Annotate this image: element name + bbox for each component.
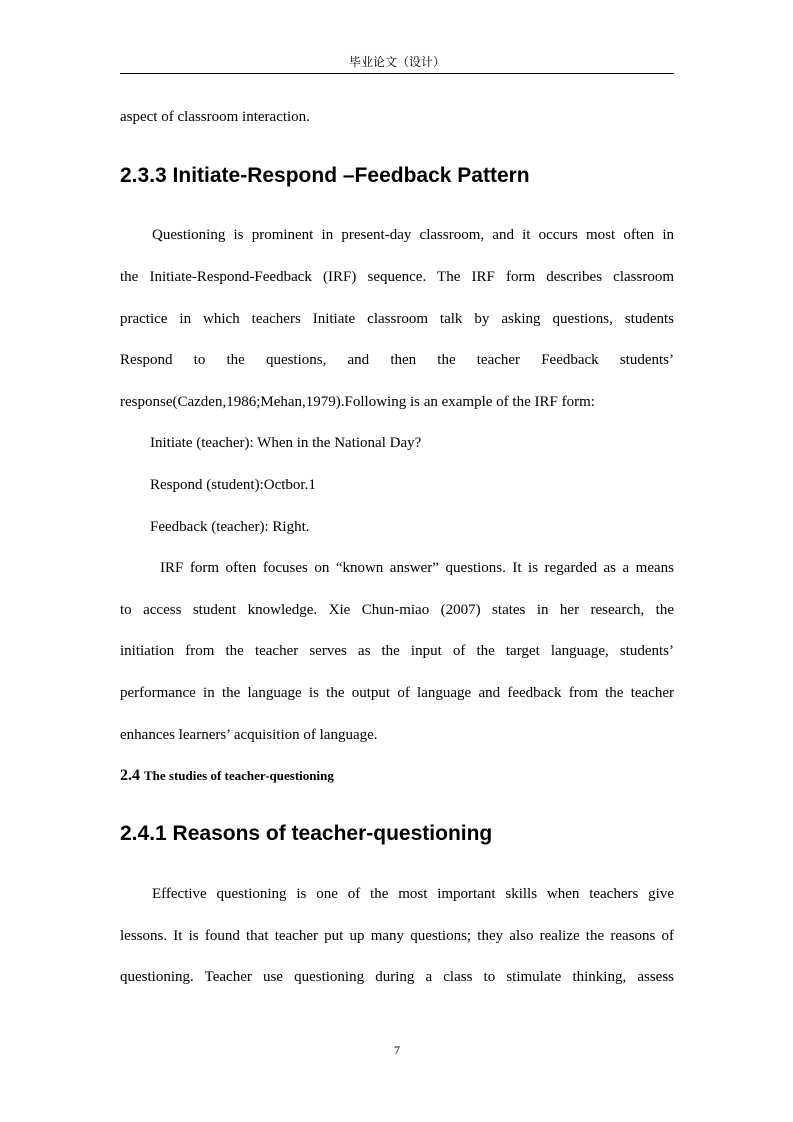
example-line-respond: Respond (student):Octbor.1 <box>150 477 316 493</box>
paragraph-line: IRF form often focuses on “known answer” questions. It is regarded as a means <box>160 560 674 576</box>
paragraph-line: performance in the language is the output of language and feedback from the teacher <box>120 685 674 701</box>
paragraph-line: Effective questioning is one of the most important skills when teachers give <box>152 886 674 902</box>
paragraph-line: Respond to the questions, and then the teacher Feedback students’ <box>120 352 674 368</box>
running-header: 毕业论文（设计） <box>348 55 445 69</box>
section-heading-2-3-3: 2.3.3 Initiate-Respond –Feedback Pattern <box>120 164 530 187</box>
paragraph-line: practice in which teachers Initiate classroom talk by asking questions, students <box>120 311 674 327</box>
section-heading-2-4-1: 2.4.1 Reasons of teacher-questioning <box>120 822 493 845</box>
paragraph-line: lessons. It is found that teacher put up many questions; they also realize the reasons of <box>120 928 674 944</box>
paragraph-line: questioning. Teacher use questioning during a class to stimulate thinking, assess <box>120 969 674 985</box>
paragraph-line: initiation from the teacher serves as the input of the target language, students’ <box>120 643 674 659</box>
example-line-feedback: Feedback (teacher): Right. <box>150 519 310 535</box>
paragraph-line: the Initiate-Respond-Feedback (IRF) sequence. The IRF form describes classroom <box>120 269 674 285</box>
page-number: 7 <box>394 1043 400 1057</box>
section-heading-2-4 <box>120 766 334 786</box>
header-rule <box>120 73 674 74</box>
section-title: The studies of teacher-questioning <box>144 768 334 783</box>
paragraph-line: response(Cazden,1986;Mehan,1979).Following is an example of the IRF form: <box>120 394 595 410</box>
paragraph-line: Questioning is prominent in present-day classroom, and it occurs most often in <box>152 227 674 243</box>
paragraph-line: enhances learners’ acquisition of language. <box>120 727 378 743</box>
paragraph-line: to access student knowledge. Xie Chun-miao (2007) states in her research, the <box>120 602 674 618</box>
paragraph-line: aspect of classroom interaction. <box>120 109 310 125</box>
example-line-initiate: Initiate (teacher): When in the National Day? <box>150 435 422 451</box>
section-number: 2.4 <box>120 767 140 784</box>
